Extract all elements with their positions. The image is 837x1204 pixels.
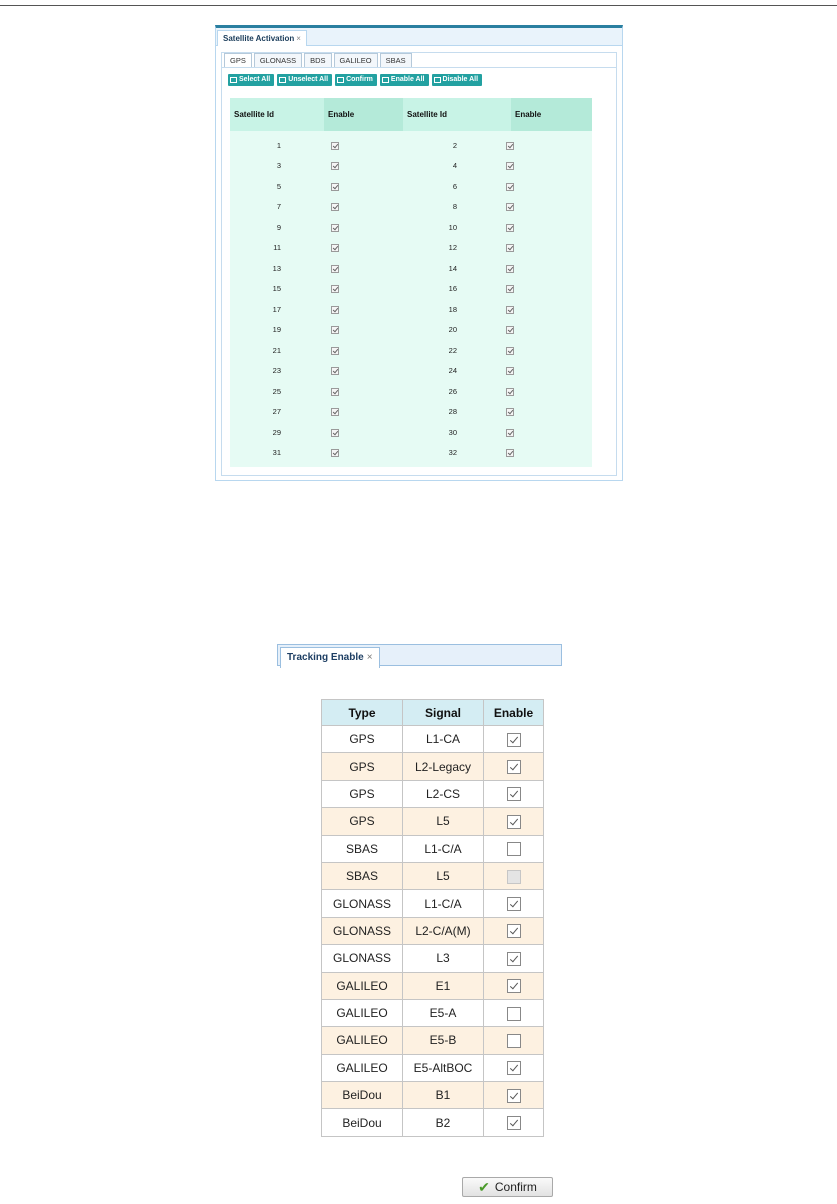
satellite-id: 24 [448, 366, 457, 376]
confirm-small-button[interactable] [335, 74, 377, 86]
table-row [322, 917, 544, 944]
satellite-row [230, 320, 403, 341]
satellite-enable-cell [281, 284, 403, 293]
satellite-id: 7 [276, 202, 281, 212]
header-enable-left: Enable [324, 98, 403, 131]
enable-checkbox[interactable] [507, 815, 521, 829]
header-enable-right: Enable [511, 98, 592, 131]
satellite-enable-cell [281, 325, 403, 334]
satellite-enable-checkbox[interactable] [506, 408, 514, 416]
tab-galileo[interactable]: GALILEO [334, 53, 378, 68]
satellite-enable-checkbox[interactable] [331, 224, 339, 232]
type-cell: BeiDou [322, 1109, 403, 1136]
satellite-row [230, 156, 403, 177]
satellite-enable-checkbox[interactable] [506, 429, 514, 437]
satellite-enable-cell [281, 264, 403, 273]
satellite-enable-checkbox[interactable] [331, 285, 339, 293]
type-cell: GALILEO [322, 999, 403, 1026]
save-icon [382, 77, 389, 83]
save-icon [434, 77, 441, 83]
satellite-grid-header [230, 98, 592, 131]
satellite-enable-checkbox[interactable] [506, 224, 514, 232]
satellite-enable-cell [457, 182, 592, 191]
satellite-enable-cell [457, 141, 592, 150]
table-row [322, 890, 544, 917]
enable-cell [484, 1027, 544, 1054]
signal-cell: B1 [403, 1082, 484, 1109]
enable-cell [484, 835, 544, 862]
unselect-all-label: Unselect All [288, 76, 329, 83]
enable-checkbox [507, 870, 521, 884]
satellite-row [403, 402, 592, 423]
enable-cell [484, 862, 544, 889]
satellite-enable-cell [281, 161, 403, 170]
enable-checkbox[interactable] [507, 787, 521, 801]
tracking-table [321, 699, 544, 1137]
satellite-enable-cell [457, 366, 592, 375]
enable-cell [484, 808, 544, 835]
tab-tracking-enable[interactable] [280, 647, 380, 668]
header-type: Type [322, 700, 403, 726]
type-cell: BeiDou [322, 1082, 403, 1109]
satellite-id: 1 [276, 140, 281, 150]
satellite-enable-cell [281, 407, 403, 416]
signal-cell: L3 [403, 945, 484, 972]
enable-all-label: Enable All [390, 76, 425, 83]
signal-cell: L1-C/A [403, 835, 484, 862]
satellite-enable-checkbox[interactable] [506, 388, 514, 396]
satellite-id: 32 [448, 448, 457, 458]
satellite-enable-checkbox[interactable] [331, 326, 339, 334]
satellite-enable-checkbox[interactable] [331, 408, 339, 416]
header-satellite-id-left: Satellite Id [230, 98, 324, 131]
satellite-id: 11 [273, 243, 281, 253]
enable-cell [484, 999, 544, 1026]
satellite-enable-checkbox[interactable] [331, 429, 339, 437]
satellite-enable-cell [457, 305, 592, 314]
satellite-row [230, 176, 403, 197]
satellite-id: 18 [448, 304, 457, 314]
satellite-row [230, 402, 403, 423]
enable-cell [484, 1054, 544, 1081]
satellite-content [221, 52, 617, 476]
satellite-enable-checkbox[interactable] [506, 142, 514, 150]
satellite-row [403, 156, 592, 177]
satellite-row [230, 340, 403, 361]
type-cell: SBAS [322, 862, 403, 889]
header-enable: Enable [484, 700, 544, 726]
satellite-row [403, 135, 592, 156]
satellite-grid-body [230, 131, 592, 467]
signal-cell: L5 [403, 808, 484, 835]
satellite-enable-cell [457, 264, 592, 273]
satellite-enable-cell [281, 141, 403, 150]
satellite-id: 30 [448, 427, 457, 437]
satellite-row [230, 381, 403, 402]
satellite-enable-checkbox[interactable] [506, 203, 514, 211]
satellite-row [403, 197, 592, 218]
enable-checkbox[interactable] [507, 979, 521, 993]
satellite-enable-checkbox[interactable] [506, 265, 514, 273]
satellite-enable-checkbox[interactable] [506, 326, 514, 334]
satellite-id: 15 [272, 284, 281, 294]
satellite-enable-checkbox[interactable] [331, 367, 339, 375]
enable-checkbox[interactable] [507, 952, 521, 966]
satellite-enable-checkbox[interactable] [506, 449, 514, 457]
satellite-id: 19 [272, 325, 281, 335]
signal-cell: E5-AltBOC [403, 1054, 484, 1081]
satellite-id: 27 [272, 407, 281, 417]
satellite-enable-checkbox[interactable] [506, 367, 514, 375]
satellite-id: 3 [276, 161, 281, 171]
checkmark-icon: ✔ [478, 1179, 490, 1195]
enable-checkbox[interactable] [507, 1089, 521, 1103]
signal-cell: B2 [403, 1109, 484, 1136]
satellite-enable-cell [281, 387, 403, 396]
satellite-enable-cell [457, 428, 592, 437]
signal-cell: L1-CA [403, 726, 484, 753]
type-cell: GALILEO [322, 1027, 403, 1054]
satellite-enable-checkbox[interactable] [331, 449, 339, 457]
satellite-enable-checkbox[interactable] [506, 347, 514, 355]
satellite-row [230, 279, 403, 300]
satellite-enable-checkbox[interactable] [331, 142, 339, 150]
satellite-id: 13 [272, 263, 281, 273]
table-row [322, 1109, 544, 1136]
satellite-enable-cell [457, 202, 592, 211]
satellite-enable-checkbox[interactable] [331, 183, 339, 191]
table-row [322, 835, 544, 862]
satellite-id: 17 [272, 304, 281, 314]
satellite-enable-checkbox[interactable] [506, 162, 514, 170]
satellite-row [230, 299, 403, 320]
enable-cell [484, 753, 544, 780]
enable-cell [484, 1082, 544, 1109]
satellite-enable-cell [281, 182, 403, 191]
enable-checkbox[interactable] [507, 1116, 521, 1130]
enable-cell [484, 1109, 544, 1136]
satellite-activation-panel [215, 25, 623, 481]
tracking-table-body [322, 726, 544, 1137]
satellite-row [230, 238, 403, 259]
enable-checkbox[interactable] [507, 1061, 521, 1075]
satellite-enable-checkbox[interactable] [331, 388, 339, 396]
satellite-id: 25 [272, 386, 281, 396]
table-row [322, 753, 544, 780]
satellite-enable-cell [281, 366, 403, 375]
table-row [322, 999, 544, 1026]
satellite-enable-cell [281, 346, 403, 355]
unselect-all-button[interactable] [277, 74, 332, 86]
satellite-id: 12 [448, 243, 457, 253]
satellite-id: 26 [448, 386, 457, 396]
table-row [322, 726, 544, 753]
table-row [322, 1054, 544, 1081]
satellite-enable-cell [457, 325, 592, 334]
enable-checkbox[interactable] [507, 733, 521, 747]
satellite-enable-checkbox[interactable] [331, 244, 339, 252]
satellite-id: 6 [452, 181, 457, 191]
signal-cell: E1 [403, 972, 484, 999]
satellite-enable-cell [457, 223, 592, 232]
enable-cell [484, 972, 544, 999]
satellite-enable-cell [281, 202, 403, 211]
signal-cell: E5-B [403, 1027, 484, 1054]
table-row [322, 972, 544, 999]
gnss-tabs [222, 53, 412, 68]
signal-cell: E5-A [403, 999, 484, 1026]
satellite-row [230, 217, 403, 238]
save-icon [230, 77, 237, 83]
satellite-row [403, 258, 592, 279]
satellite-enable-cell [457, 284, 592, 293]
satellite-enable-cell [457, 161, 592, 170]
tab-glonass[interactable]: GLONASS [254, 53, 302, 68]
type-cell: GLONASS [322, 945, 403, 972]
select-all-button[interactable] [228, 74, 274, 86]
enable-checkbox[interactable] [507, 1034, 521, 1048]
confirm-button-label: Confirm [494, 1180, 537, 1194]
satellite-enable-cell [281, 243, 403, 252]
satellite-enable-checkbox[interactable] [331, 347, 339, 355]
satellite-id: 5 [276, 181, 281, 191]
satellite-id: 14 [448, 263, 457, 273]
satellite-enable-cell [457, 346, 592, 355]
signal-cell: L1-C/A [403, 890, 484, 917]
enable-cell [484, 780, 544, 807]
tab-sbas[interactable]: SBAS [380, 53, 412, 68]
satellite-row [403, 217, 592, 238]
header-signal: Signal [403, 700, 484, 726]
tab-satellite-activation[interactable] [217, 30, 307, 46]
type-cell: GPS [322, 726, 403, 753]
satellite-enable-checkbox[interactable] [331, 162, 339, 170]
confirm-button[interactable] [462, 1177, 553, 1197]
satellite-enable-cell [457, 448, 592, 457]
tracking-tabbar [277, 644, 562, 666]
table-row [322, 945, 544, 972]
signal-cell: L2-C/A(M) [403, 917, 484, 944]
satellite-row [230, 422, 403, 443]
tab-satellite-activation-label: Satellite Activation [223, 34, 295, 43]
enable-cell [484, 917, 544, 944]
save-icon [279, 77, 286, 83]
header-satellite-id-right: Satellite Id [403, 98, 511, 131]
satellite-id: 29 [272, 427, 281, 437]
satellite-id: 8 [452, 202, 457, 212]
satellite-id: 28 [448, 407, 457, 417]
signal-cell: L2-CS [403, 780, 484, 807]
satellite-row [230, 197, 403, 218]
type-cell: GPS [322, 780, 403, 807]
tab-divider [222, 67, 616, 68]
satellite-id: 20 [448, 325, 457, 335]
satellite-row [403, 238, 592, 259]
enable-cell [484, 945, 544, 972]
tracking-header-row [322, 700, 544, 726]
type-cell: GALILEO [322, 972, 403, 999]
enable-checkbox[interactable] [507, 760, 521, 774]
table-row [322, 1082, 544, 1109]
satellite-enable-checkbox[interactable] [506, 285, 514, 293]
close-icon[interactable]: × [366, 652, 373, 663]
select-all-label: Select All [239, 76, 271, 83]
satellite-enable-cell [281, 448, 403, 457]
tab-bds[interactable]: BDS [304, 53, 331, 68]
satellite-id: 9 [276, 222, 281, 232]
table-row [322, 862, 544, 889]
satellite-enable-cell [457, 407, 592, 416]
satellite-row [403, 361, 592, 382]
satellite-enable-checkbox[interactable] [506, 183, 514, 191]
satellite-id: 23 [272, 366, 281, 376]
satellite-id: 16 [448, 284, 457, 294]
satellite-toolbar [228, 74, 482, 86]
tab-tracking-enable-label: Tracking Enable [287, 652, 364, 663]
confirm-small-label: Confirm [346, 76, 373, 83]
enable-checkbox[interactable] [507, 1007, 521, 1021]
satellite-row [403, 176, 592, 197]
satellite-column-left [230, 131, 403, 467]
satellite-enable-cell [457, 387, 592, 396]
table-row [322, 1027, 544, 1054]
satellite-row [403, 422, 592, 443]
enable-checkbox[interactable] [507, 897, 521, 911]
close-icon[interactable]: × [296, 34, 301, 43]
disable-all-button[interactable] [432, 74, 483, 86]
satellite-enable-cell [457, 243, 592, 252]
enable-checkbox[interactable] [507, 924, 521, 938]
satellite-grid [230, 98, 592, 467]
satellite-enable-cell [281, 428, 403, 437]
satellite-id: 21 [272, 345, 281, 355]
satellite-row [403, 279, 592, 300]
satellite-row [230, 135, 403, 156]
satellite-enable-cell [281, 305, 403, 314]
satellite-enable-checkbox[interactable] [331, 265, 339, 273]
disable-all-label: Disable All [442, 76, 479, 83]
type-cell: GPS [322, 753, 403, 780]
enable-cell [484, 726, 544, 753]
satellite-row [230, 361, 403, 382]
signal-cell: L2-Legacy [403, 753, 484, 780]
enable-cell [484, 890, 544, 917]
page-top-rule [0, 5, 837, 6]
satellite-enable-cell [281, 223, 403, 232]
satellite-column-right [403, 131, 592, 467]
signal-cell: L5 [403, 862, 484, 889]
satellite-id: 2 [452, 140, 457, 150]
satellite-row [403, 340, 592, 361]
save-icon [337, 77, 344, 83]
satellite-row [403, 443, 592, 464]
satellite-row [403, 299, 592, 320]
enable-all-button[interactable] [380, 74, 429, 86]
satellite-enable-checkbox[interactable] [331, 306, 339, 314]
satellite-id: 10 [448, 222, 457, 232]
satellite-enable-checkbox[interactable] [506, 306, 514, 314]
type-cell: GALILEO [322, 1054, 403, 1081]
satellite-row [403, 320, 592, 341]
type-cell: GLONASS [322, 917, 403, 944]
satellite-row [230, 258, 403, 279]
satellite-enable-checkbox[interactable] [331, 203, 339, 211]
satellite-tabbar [216, 28, 622, 46]
satellite-id: 22 [448, 345, 457, 355]
type-cell: SBAS [322, 835, 403, 862]
satellite-id: 4 [452, 161, 457, 171]
satellite-row [230, 443, 403, 464]
table-row [322, 780, 544, 807]
satellite-enable-checkbox[interactable] [506, 244, 514, 252]
table-row [322, 808, 544, 835]
tab-gps[interactable]: GPS [224, 53, 252, 68]
type-cell: GPS [322, 808, 403, 835]
enable-checkbox[interactable] [507, 842, 521, 856]
satellite-row [403, 381, 592, 402]
satellite-id: 31 [272, 448, 281, 458]
type-cell: GLONASS [322, 890, 403, 917]
